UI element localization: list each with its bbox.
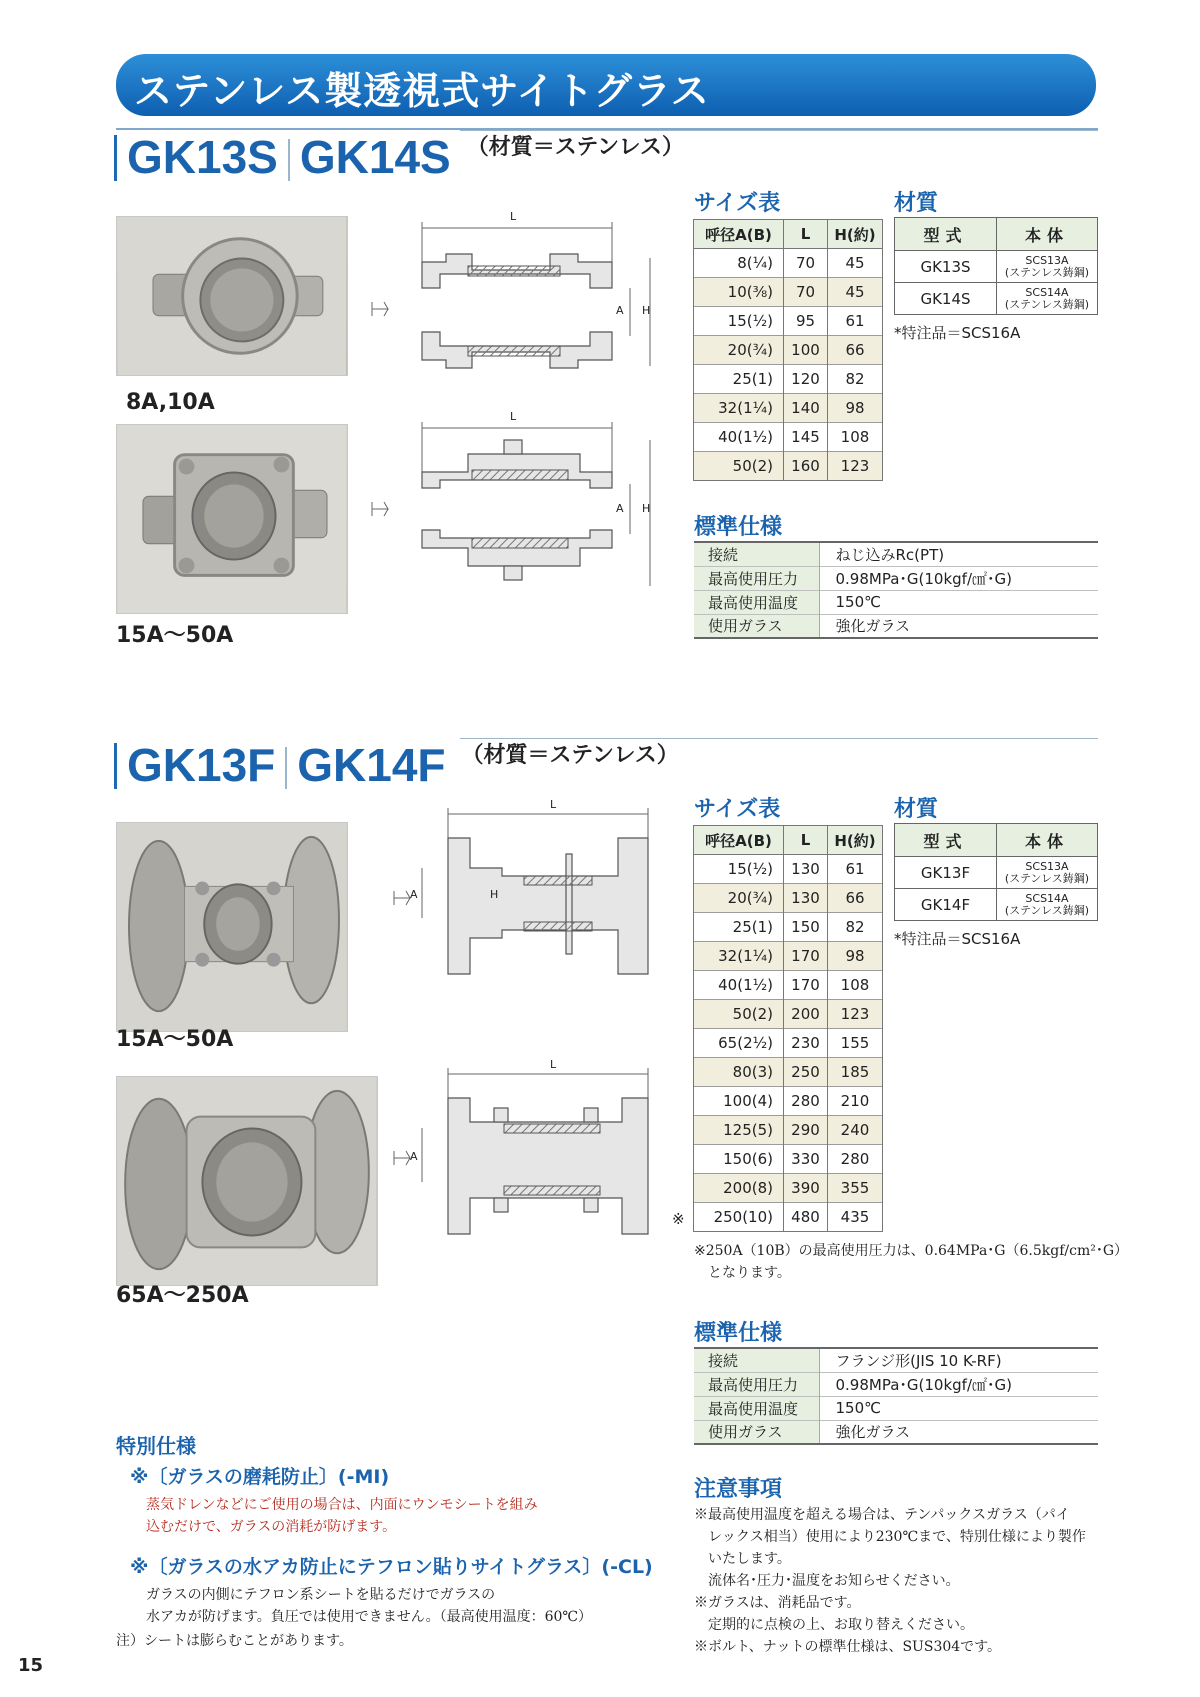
material-desc: (ステンレス鋳鋼): [1004, 903, 1090, 917]
table-row: [895, 283, 1098, 315]
table-cell: 290: [784, 1116, 828, 1145]
table-cell: 280: [828, 1145, 883, 1174]
table-row: [694, 1029, 883, 1058]
spec-key: 使用ガラス: [694, 1420, 819, 1444]
spec-key: 最高使用温度: [694, 590, 819, 614]
table-row: [694, 1058, 883, 1087]
column-header: H(約): [828, 220, 883, 249]
spec-table-title: 標準仕様: [694, 1321, 783, 1346]
table-cell: 125(5): [694, 1116, 784, 1145]
model-cell: GK13S: [895, 251, 997, 283]
column-header: H(約): [828, 826, 883, 855]
table-cell: 25(1): [694, 913, 784, 942]
table-cell: 130: [784, 855, 828, 884]
spec-value: 150℃: [819, 590, 1098, 614]
spec-key: 最高使用圧力: [694, 566, 819, 590]
model-name: GK14S: [299, 131, 451, 183]
table-cell: 45: [828, 278, 883, 307]
section2-heading: [114, 738, 679, 789]
dimension-label: L: [510, 210, 517, 223]
table-cell: 390: [784, 1174, 828, 1203]
material-table-title: 材質: [894, 191, 939, 216]
column-header: 型式: [895, 824, 997, 857]
caution-line: レックス相当）使用により230℃まで、特別仕様により製作: [694, 1529, 1086, 1545]
dimension-label: H: [490, 888, 499, 901]
table-row: [895, 889, 1098, 921]
dimension-label: H: [642, 502, 651, 515]
material-code: SCS13A: [1025, 253, 1069, 267]
special-spec-item: ※〔ガラスの水アカ防止にテフロン貼りサイトグラス〕(-CL): [130, 1556, 653, 1578]
dimension-label: L: [550, 798, 557, 811]
spec-row: [694, 1372, 1098, 1396]
spec-value: 0.98MPa･G(10kgf/㎠･G): [819, 1372, 1098, 1396]
table-row: [895, 251, 1098, 283]
table-cell: 230: [784, 1029, 828, 1058]
table-row: [694, 1145, 883, 1174]
heading-bar: [114, 135, 117, 181]
table-cell: 145: [784, 423, 828, 452]
table-cell: 15(½): [694, 855, 784, 884]
row-note-mark: ※: [672, 1210, 685, 1228]
dimension-label: A: [616, 502, 624, 515]
column-header: 本体: [997, 824, 1098, 857]
table-cell: 240: [828, 1116, 883, 1145]
spec-row: [694, 590, 1098, 614]
table-cell: 185: [828, 1058, 883, 1087]
table-cell: 100(4): [694, 1087, 784, 1116]
table-cell: 10(⅜): [694, 278, 784, 307]
cross-section-drawing: [360, 210, 660, 384]
table-cell: 61: [828, 855, 883, 884]
table-cell: 140: [784, 394, 828, 423]
table-cell: 66: [828, 336, 883, 365]
size-table-title: サイズ表: [694, 191, 781, 216]
cross-section-drawing: [384, 1058, 660, 1248]
spec-row: [694, 566, 1098, 590]
page-number: 15: [18, 1655, 44, 1676]
size-note: となります。: [708, 1265, 791, 1281]
spec-value: 150℃: [819, 1396, 1098, 1420]
special-spec-text: 込むだけで、ガラスの消耗が防げます。: [146, 1519, 397, 1535]
dimension-label: L: [550, 1058, 557, 1071]
material-label: （材質＝ステンレス）: [461, 743, 679, 768]
caution-line: いたします。: [694, 1551, 791, 1567]
table-row: [895, 857, 1098, 889]
table-cell: 15(½): [694, 307, 784, 336]
material-table: [894, 217, 1098, 315]
table-row: [694, 884, 883, 913]
table-row: [694, 1174, 883, 1203]
table-cell: 80(3): [694, 1058, 784, 1087]
table-row: [694, 1000, 883, 1029]
material-table: [894, 823, 1098, 921]
body-material-cell: [997, 857, 1098, 889]
caution-line: ※最高使用温度を超える場合は、テンパックスガラス（パイ: [694, 1507, 1070, 1523]
body-material-cell: [997, 283, 1098, 315]
table-cell: 250: [784, 1058, 828, 1087]
table-row: [694, 1087, 883, 1116]
table-cell: 210: [828, 1087, 883, 1116]
table-cell: 40(1½): [694, 423, 784, 452]
table-cell: 20(¾): [694, 884, 784, 913]
spec-key: 最高使用圧力: [694, 1372, 819, 1396]
table-row: [694, 423, 883, 452]
spec-row: [694, 1348, 1098, 1372]
table-cell: 280: [784, 1087, 828, 1116]
table-row: [694, 394, 883, 423]
table-row: [694, 971, 883, 1000]
table-cell: 40(1½): [694, 971, 784, 1000]
material-label: （材質＝ステンレス）: [466, 135, 684, 160]
material-code: SCS13A: [1025, 859, 1069, 873]
heading-separator: [285, 747, 287, 789]
spec-value: ねじ込みRc(PT): [819, 542, 1098, 566]
spec-value: 強化ガラス: [819, 614, 1098, 638]
photo-caption: 15A～50A: [116, 623, 234, 648]
material-note: *特注品＝SCS16A: [894, 930, 1021, 948]
table-row: [694, 913, 883, 942]
cross-section-drawing: [384, 798, 660, 988]
table-cell: 82: [828, 913, 883, 942]
spec-key: 接続: [694, 1348, 819, 1372]
spec-value: 0.98MPa･G(10kgf/㎠･G): [819, 566, 1098, 590]
column-header: L: [784, 826, 828, 855]
table-cell: 480: [784, 1203, 828, 1232]
table-cell: 82: [828, 365, 883, 394]
heading-rule: [460, 130, 1098, 131]
spec-table: [694, 541, 1098, 639]
title-banner: [116, 50, 1098, 118]
material-code: SCS14A: [1025, 891, 1069, 905]
dimension-label: L: [510, 410, 517, 423]
table-cell: 355: [828, 1174, 883, 1203]
material-table-title: 材質: [894, 797, 939, 822]
table-row: [694, 1116, 883, 1145]
photo-caption: 15A～50A: [116, 1027, 234, 1052]
table-cell: 200: [784, 1000, 828, 1029]
material-desc: (ステンレス鋳鋼): [1004, 265, 1090, 279]
page-title: ステンレス製透視式サイトグラス: [134, 69, 710, 113]
table-cell: 8(¼): [694, 249, 784, 278]
heading-bar: [114, 743, 117, 789]
special-spec-text: 蒸気ドレンなどにご使用の場合は、内面にウンモシートを組み: [146, 1497, 538, 1513]
spec-value: 強化ガラス: [819, 1420, 1098, 1444]
model-cell: GK14F: [895, 889, 997, 921]
dimension-label: A: [410, 888, 418, 901]
spec-value: フランジ形(JIS 10 K-RF): [819, 1348, 1098, 1372]
caution-line: ※ボルト、ナットの標準仕様は、SUS304です。: [694, 1639, 1002, 1655]
table-cell: 330: [784, 1145, 828, 1174]
table-cell: 61: [828, 307, 883, 336]
product-photo-small: [116, 216, 348, 376]
caution-list: [694, 1504, 1100, 1658]
table-row: [694, 1203, 883, 1232]
dimension-label: A: [616, 304, 624, 317]
size-note: ※250A（10B）の最高使用圧力は、0.64MPa･G（6.5kgf/cm²･G）: [694, 1243, 1129, 1259]
spec-table-title: 標準仕様: [694, 515, 783, 540]
spec-row: [694, 614, 1098, 638]
model-name: GK13S: [127, 131, 278, 183]
material-desc: (ステンレス鋳鋼): [1004, 297, 1090, 311]
body-material-cell: [997, 889, 1098, 921]
table-cell: 95: [784, 307, 828, 336]
table-row: [694, 855, 883, 884]
table-cell: 120: [784, 365, 828, 394]
spec-row: [694, 1420, 1098, 1444]
table-cell: 170: [784, 971, 828, 1000]
caution-line: 流体名･圧力･温度をお知らせください。: [694, 1573, 960, 1589]
caution-line: ※ガラスは、消耗品です。: [694, 1595, 861, 1611]
material-code: SCS14A: [1025, 285, 1069, 299]
product-photo-flanged-large: [116, 1076, 378, 1286]
table-cell: 100: [784, 336, 828, 365]
table-cell: 50(2): [694, 452, 784, 481]
table-cell: 160: [784, 452, 828, 481]
material-note: *特注品＝SCS16A: [894, 324, 1021, 342]
spec-key: 接続: [694, 542, 819, 566]
table-cell: 66: [828, 884, 883, 913]
table-row: [694, 336, 883, 365]
heading-rule: [460, 738, 1098, 739]
table-row: [694, 249, 883, 278]
table-cell: 200(8): [694, 1174, 784, 1203]
product-photo-large: [116, 424, 348, 614]
table-cell: 108: [828, 423, 883, 452]
table-row: [694, 278, 883, 307]
table-cell: 70: [784, 249, 828, 278]
section1-heading: [114, 130, 684, 181]
table-cell: 70: [784, 278, 828, 307]
column-header: 呼径A(B): [694, 826, 784, 855]
table-cell: 170: [784, 942, 828, 971]
dimension-label: H: [642, 304, 651, 317]
caution-title: 注意事項: [694, 1477, 783, 1502]
table-row: [694, 365, 883, 394]
spec-key: 最高使用温度: [694, 1396, 819, 1420]
column-header: 本体: [997, 218, 1098, 251]
table-cell: 25(1): [694, 365, 784, 394]
body-material-cell: [997, 251, 1098, 283]
model-name: GK14F: [297, 739, 446, 791]
table-cell: 130: [784, 884, 828, 913]
model-cell: GK13F: [895, 857, 997, 889]
heading-separator: [288, 139, 290, 181]
dimension-label: A: [410, 1150, 418, 1163]
table-cell: 150: [784, 913, 828, 942]
cross-section-drawing: [360, 410, 660, 594]
spec-row: [694, 542, 1098, 566]
table-cell: 98: [828, 394, 883, 423]
size-table: [693, 825, 883, 1232]
special-spec-text: ガラスの内側にテフロン系シートを貼るだけでガラスの: [146, 1587, 496, 1603]
table-cell: 123: [828, 1000, 883, 1029]
special-spec-item: ※〔ガラスの磨耗防止〕(-MI): [130, 1466, 390, 1488]
special-spec-note: 注）シートは膨らむことがあります。: [116, 1633, 353, 1649]
table-row: [694, 452, 883, 481]
spec-row: [694, 1396, 1098, 1420]
column-header: 型式: [895, 218, 997, 251]
column-header: 呼径A(B): [694, 220, 784, 249]
table-cell: 250(10): [694, 1203, 784, 1232]
spec-key: 使用ガラス: [694, 614, 819, 638]
spec-table: [694, 1347, 1098, 1445]
photo-caption: 8A,10A: [126, 390, 215, 415]
table-row: [694, 942, 883, 971]
column-header: L: [784, 220, 828, 249]
table-row: [694, 307, 883, 336]
product-photo-flanged: [116, 822, 348, 1032]
size-table: [693, 219, 883, 481]
table-cell: 108: [828, 971, 883, 1000]
model-name: GK13F: [127, 739, 276, 791]
table-cell: 32(1¼): [694, 394, 784, 423]
table-cell: 123: [828, 452, 883, 481]
photo-caption: 65A～250A: [116, 1283, 249, 1308]
table-cell: 150(6): [694, 1145, 784, 1174]
table-cell: 50(2): [694, 1000, 784, 1029]
model-cell: GK14S: [895, 283, 997, 315]
size-table-title: サイズ表: [694, 797, 781, 822]
table-cell: 155: [828, 1029, 883, 1058]
table-cell: 65(2½): [694, 1029, 784, 1058]
caution-line: 定期的に点検の上、お取り替えください。: [694, 1617, 974, 1633]
special-spec-text: 水アカが防げます。負圧では使用できません。（最高使用温度：60℃）: [146, 1609, 593, 1625]
table-cell: 98: [828, 942, 883, 971]
table-cell: 32(1¼): [694, 942, 784, 971]
special-spec-title: 特別仕様: [116, 1434, 196, 1458]
table-cell: 45: [828, 249, 883, 278]
material-desc: (ステンレス鋳鋼): [1004, 871, 1090, 885]
table-cell: 435: [828, 1203, 883, 1232]
table-cell: 20(¾): [694, 336, 784, 365]
